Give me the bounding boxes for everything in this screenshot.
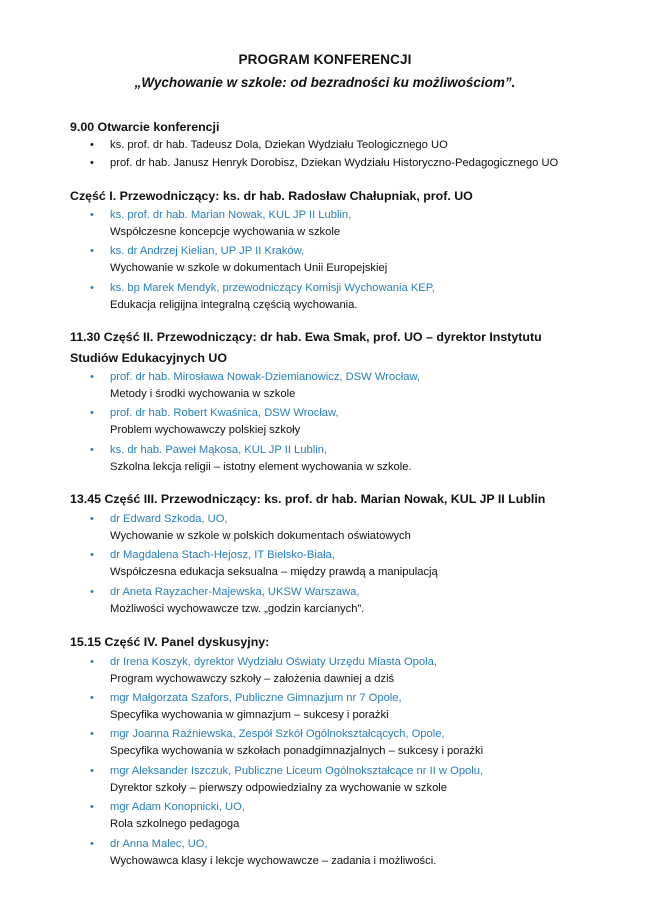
bullet-icon: • bbox=[90, 801, 94, 813]
list-item bbox=[90, 547, 610, 581]
bullet-icon: • bbox=[90, 209, 94, 221]
list-item bbox=[90, 836, 610, 870]
topic-text: Współczesna edukacja seksualna – między prawdą a manipulacją bbox=[110, 566, 438, 578]
bullet-icon: • bbox=[90, 765, 94, 777]
speaker-text: dr Magdalena Stach-Hejosz, IT Bielsko-Biała, bbox=[110, 549, 335, 561]
list-item bbox=[90, 511, 610, 545]
list-item bbox=[90, 654, 610, 688]
topic-text: Metody i środki wychowania w szkole bbox=[110, 388, 296, 400]
section-heading-part-2-continued: Studiów Edukacyjnych UO bbox=[70, 351, 227, 365]
speaker-text: prof. dr hab. Janusz Henryk Dorobisz, Dziekan Wydziału Historyczno-Pedagogicznego UO bbox=[110, 157, 559, 169]
speaker-text: ks. dr hab. Paweł Mąkosa, KUL JP II Lublin, bbox=[110, 444, 328, 456]
program-title: PROGRAM KONFERENCJI bbox=[238, 52, 412, 67]
list-item bbox=[90, 442, 610, 476]
topic-text: Dyrektor szkoły – pierwszy odpowiedzialny za wychowanie w szkole bbox=[110, 782, 448, 794]
topic-text: Problem wychowawczy polskiej szkoły bbox=[110, 424, 301, 436]
bullet-icon: • bbox=[90, 586, 94, 598]
speaker-text: prof. dr hab. Robert Kwaśnica, DSW Wrocław, bbox=[110, 407, 339, 419]
list-item bbox=[90, 763, 610, 797]
speaker-text: mgr Małgorzata Szafors, Publiczne Gimnazjum nr 7 Opole, bbox=[110, 692, 402, 704]
list-item bbox=[90, 584, 610, 618]
bullet-icon: • bbox=[90, 407, 94, 419]
speaker-text: prof. dr hab. Mirosława Nowak-Dziemianowicz, DSW Wrocław, bbox=[110, 371, 421, 383]
list-item bbox=[90, 137, 610, 154]
topic-text: Wychowawca klasy i lekcje wychowawcze – zadania i możliwości. bbox=[110, 855, 437, 867]
section-heading-part-3: 13.45 Część III. Przewodniczący: ks. prof. dr hab. Marian Nowak, KUL JP II Lublin bbox=[70, 492, 546, 506]
speaker-text: dr Anna Malec, UO, bbox=[110, 838, 208, 850]
bullet-icon: • bbox=[90, 444, 94, 456]
topic-text: Szkolna lekcja religii – istotny element wychowania w szkole. bbox=[110, 461, 412, 473]
list-item bbox=[90, 207, 610, 241]
speaker-text: ks. bp Marek Mendyk, przewodniczący Komisji Wychowania KEP, bbox=[110, 282, 435, 294]
speaker-text: mgr Adam Konopnicki, UO, bbox=[110, 801, 245, 813]
bullet-icon: • bbox=[90, 513, 94, 525]
speaker-text: dr Aneta Rayzacher-Majewska, UKSW Warszawa, bbox=[110, 586, 360, 598]
list-item bbox=[90, 243, 610, 277]
list-item bbox=[90, 155, 610, 172]
speaker-text: mgr Aleksander Iszczuk, Publiczne Liceum Ogólnokształcące nr II w Opolu, bbox=[110, 765, 484, 777]
bullet-icon: • bbox=[90, 139, 94, 151]
list-item bbox=[90, 405, 610, 439]
speaker-text: ks. prof. dr hab. Tadeusz Dola, Dziekan Wydziału Teologicznego UO bbox=[110, 139, 448, 151]
section-heading-opening: 9.00 Otwarcie konferencji bbox=[70, 120, 220, 134]
speaker-text: ks. prof. dr hab. Marian Nowak, KUL JP II Lublin, bbox=[110, 209, 352, 221]
bullet-icon: • bbox=[90, 157, 94, 169]
topic-text: Możliwości wychowawcze tzw. „godzin karcianych”. bbox=[110, 603, 365, 615]
section-heading-part-2: 11.30 Część II. Przewodniczący: dr hab. Ewa Smak, prof. UO – dyrektor Instytutu bbox=[70, 330, 542, 344]
speaker-text: dr Irena Koszyk, dyrektor Wydziału Oświaty Urzędu Miasta Opola, bbox=[110, 656, 437, 668]
speaker-text: dr Edward Szkoda, UO, bbox=[110, 513, 228, 525]
bullet-icon: • bbox=[90, 728, 94, 740]
bullet-icon: • bbox=[90, 838, 94, 850]
section-heading-part-1: Część I. Przewodniczący: ks. dr hab. Radosław Chałupniak, prof. UO bbox=[70, 189, 473, 203]
bullet-icon: • bbox=[90, 371, 94, 383]
bullet-icon: • bbox=[90, 282, 94, 294]
list-item bbox=[90, 799, 610, 833]
bullet-icon: • bbox=[90, 549, 94, 561]
speaker-text: ks. dr Andrzej Kielian, UP JP II Kraków, bbox=[110, 245, 305, 257]
list-item bbox=[90, 690, 610, 724]
list-item bbox=[90, 280, 610, 314]
conference-subtitle: „Wychowanie w szkole: od bezradności ku możliwościom”. bbox=[134, 75, 516, 90]
bullet-icon: • bbox=[90, 656, 94, 668]
topic-text: Program wychowawczy szkoły – założenia dawniej a dziś bbox=[110, 673, 395, 685]
topic-text: Wychowanie w szkole w dokumentach Unii Europejskiej bbox=[110, 262, 388, 274]
bullet-icon: • bbox=[90, 692, 94, 704]
speaker-text: mgr Joanna Raźniewska, Zespół Szkół Ogólnokształcących, Opole, bbox=[110, 728, 445, 740]
list-item bbox=[90, 369, 610, 403]
topic-text: Specyfika wychowania w gimnazjum – sukcesy i porażki bbox=[110, 709, 389, 721]
topic-text: Wychowanie w szkole w polskich dokumentach oświatowych bbox=[110, 530, 411, 542]
topic-text: Współczesne koncepcje wychowania w szkole bbox=[110, 226, 341, 238]
list-item bbox=[90, 726, 610, 760]
section-heading-part-4: 15.15 Część IV. Panel dyskusyjny: bbox=[70, 635, 270, 649]
topic-text: Edukacja religijna integralną częścią wychowania. bbox=[110, 299, 358, 311]
bullet-icon: • bbox=[90, 245, 94, 257]
topic-text: Rola szkolnego pedagoga bbox=[110, 818, 240, 830]
topic-text: Specyfika wychowania w szkołach ponadgimnazjalnych – sukcesy i porażki bbox=[110, 745, 484, 757]
